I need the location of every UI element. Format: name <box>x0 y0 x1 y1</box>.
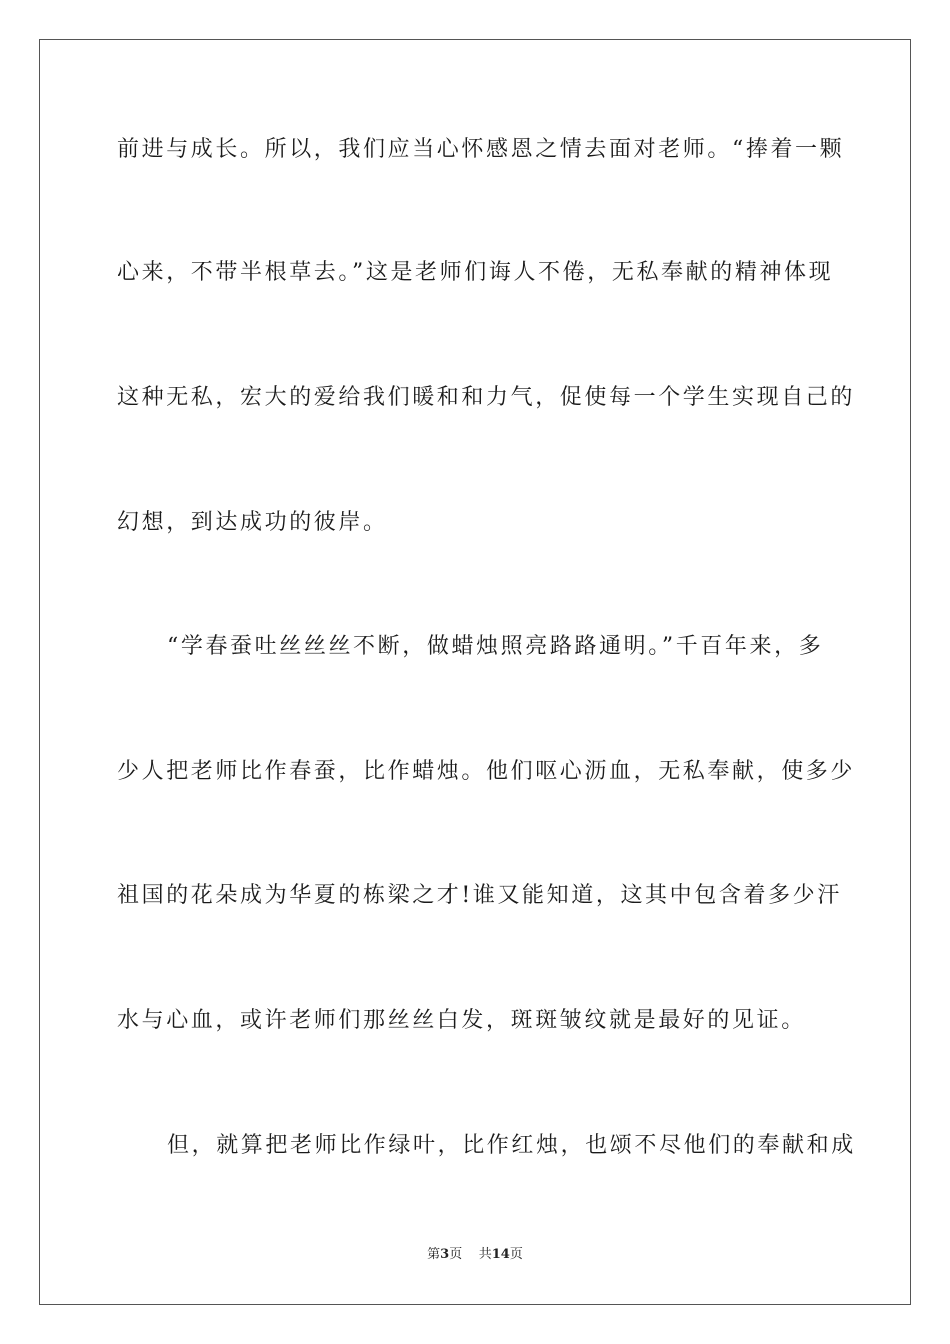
footer-page-prefix: 第 <box>427 1247 441 1262</box>
page-footer <box>0 1246 950 1264</box>
text-line-3: 这种无私，宏大的爱给我们暖和和力气，促使每一个学生实现自己的 <box>117 385 856 410</box>
footer-page-suffix: 页 <box>449 1247 463 1262</box>
text-line-7: 祖国的花朵成为华夏的栋梁之才!谁又能知道，这其中包含着多少汗 <box>117 883 842 908</box>
text-line-9: 但，就算把老师比作绿叶，比作红烛，也颂不尽他们的奉献和成 <box>167 1133 856 1158</box>
footer-total-suffix: 页 <box>509 1247 523 1262</box>
page-frame <box>39 39 911 1305</box>
footer-total-number: 14 <box>491 1247 510 1262</box>
footer-page-number: 3 <box>440 1247 450 1262</box>
text-line-6: 少人把老师比作春蚕，比作蜡烛。他们呕心沥血，无私奉献，使多少 <box>117 759 856 784</box>
text-line-8: 水与心血，或许老师们那丝丝白发，斑斑皱纹就是最好的见证。 <box>117 1008 806 1033</box>
text-line-2: 心来，不带半根草去。”这是老师们诲人不倦，无私奉献的精神体现 <box>117 260 834 285</box>
text-line-1: 前进与成长。所以，我们应当心怀感恩之情去面对老师。“捧着一颗 <box>117 137 845 162</box>
text-line-5: “学春蚕吐丝丝丝不断，做蜡烛照亮路路通明。”千百年来，多 <box>167 634 824 659</box>
footer-total-prefix: 共 <box>478 1247 492 1262</box>
text-line-4: 幻想，到达成功的彼岸。 <box>117 510 388 535</box>
